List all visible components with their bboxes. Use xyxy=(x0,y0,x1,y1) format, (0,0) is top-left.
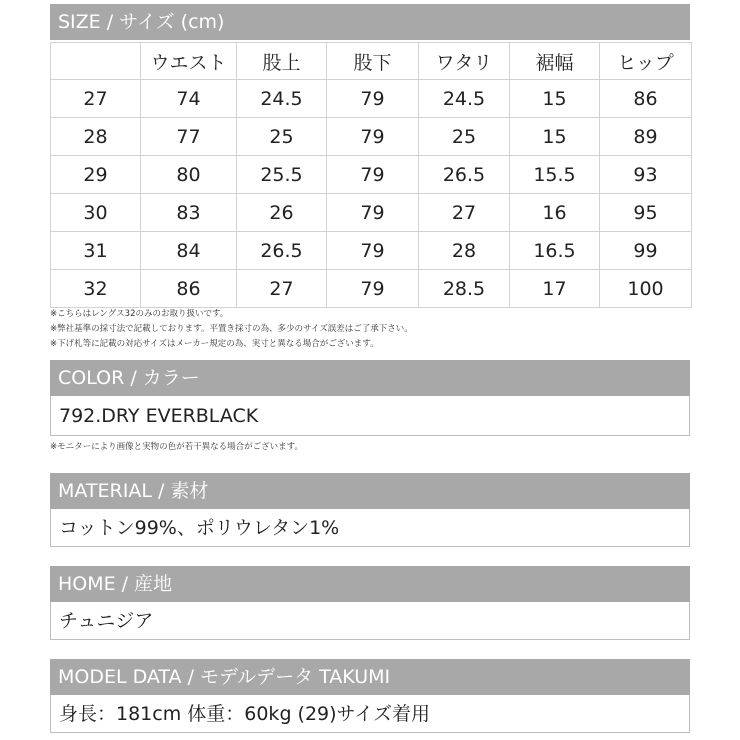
model-value: 身長：181cm 体重：60kg (29)サイズ着用 xyxy=(50,695,690,733)
table-cell: 25 xyxy=(419,118,510,156)
table-row xyxy=(51,118,692,156)
table-cell: 79 xyxy=(327,118,419,156)
table-cell: 79 xyxy=(327,80,419,118)
table-cell: 95 xyxy=(600,194,692,232)
size-section-header: SIZE / サイズ (cm) xyxy=(50,4,690,40)
table-cell: 24.5 xyxy=(237,80,327,118)
table-cell: 100 xyxy=(600,270,692,308)
table-cell: 79 xyxy=(327,156,419,194)
size-note: ※下げ札等に記載の対応サイズはメーカー規定の為、実寸と異なる場合がございます。 xyxy=(50,339,379,349)
table-cell: 93 xyxy=(600,156,692,194)
column-header-waist: ウエスト xyxy=(141,43,237,80)
table-cell: 28.5 xyxy=(419,270,510,308)
table-cell: 15 xyxy=(510,118,600,156)
table-cell: 16 xyxy=(510,194,600,232)
table-cell: 89 xyxy=(600,118,692,156)
table-cell: 79 xyxy=(327,270,419,308)
size-table xyxy=(50,42,692,308)
color-value: 792.DRY EVERBLACK xyxy=(50,396,690,436)
size-note: ※弊社基準の採寸法で記載しております。平置き採寸の為、多少のサイズ誤差はご了承下さい。 xyxy=(50,324,413,334)
table-row xyxy=(51,156,692,194)
table-row xyxy=(51,270,692,308)
table-cell: 26.5 xyxy=(237,232,327,270)
home-value: チュニジア xyxy=(50,602,690,640)
color-section-header: COLOR / カラー xyxy=(50,360,690,396)
table-cell: 17 xyxy=(510,270,600,308)
table-cell: 84 xyxy=(141,232,237,270)
table-cell: 28 xyxy=(419,232,510,270)
table-cell: 86 xyxy=(600,80,692,118)
table-cell: 27 xyxy=(51,80,141,118)
table-row xyxy=(51,80,692,118)
table-cell: 74 xyxy=(141,80,237,118)
table-cell: 26.5 xyxy=(419,156,510,194)
table-row xyxy=(51,194,692,232)
table-cell: 25.5 xyxy=(237,156,327,194)
table-cell: 27 xyxy=(237,270,327,308)
model-section-header: MODEL DATA / モデルデータ TAKUMI xyxy=(50,659,690,695)
column-header-hip: ヒップ xyxy=(600,43,692,80)
table-cell: 31 xyxy=(51,232,141,270)
material-value: コットン99%、ポリウレタン1% xyxy=(50,509,690,547)
table-cell: 77 xyxy=(141,118,237,156)
column-header-thigh: ワタリ xyxy=(419,43,510,80)
table-row xyxy=(51,232,692,270)
size-table-header-row xyxy=(51,43,692,80)
table-cell: 32 xyxy=(51,270,141,308)
table-cell: 28 xyxy=(51,118,141,156)
table-cell: 79 xyxy=(327,194,419,232)
column-header-hem: 裾幅 xyxy=(510,43,600,80)
column-header xyxy=(51,43,141,80)
table-cell: 27 xyxy=(419,194,510,232)
table-cell: 15 xyxy=(510,80,600,118)
table-cell: 29 xyxy=(51,156,141,194)
size-note: ※こちらはレングス32のみのお取り扱いです。 xyxy=(50,309,229,319)
table-cell: 26 xyxy=(237,194,327,232)
table-cell: 24.5 xyxy=(419,80,510,118)
column-header-inseam: 股下 xyxy=(327,43,419,80)
material-section-header: MATERIAL / 素材 xyxy=(50,473,690,509)
column-header-rise: 股上 xyxy=(237,43,327,80)
table-cell: 80 xyxy=(141,156,237,194)
table-cell: 30 xyxy=(51,194,141,232)
table-cell: 15.5 xyxy=(510,156,600,194)
table-cell: 86 xyxy=(141,270,237,308)
table-cell: 99 xyxy=(600,232,692,270)
table-cell: 83 xyxy=(141,194,237,232)
color-note: ※モニターにより画像と実物の色が若干異なる場合がございます。 xyxy=(50,442,303,452)
table-cell: 25 xyxy=(237,118,327,156)
table-cell: 16.5 xyxy=(510,232,600,270)
table-cell: 79 xyxy=(327,232,419,270)
home-section-header: HOME / 産地 xyxy=(50,566,690,602)
